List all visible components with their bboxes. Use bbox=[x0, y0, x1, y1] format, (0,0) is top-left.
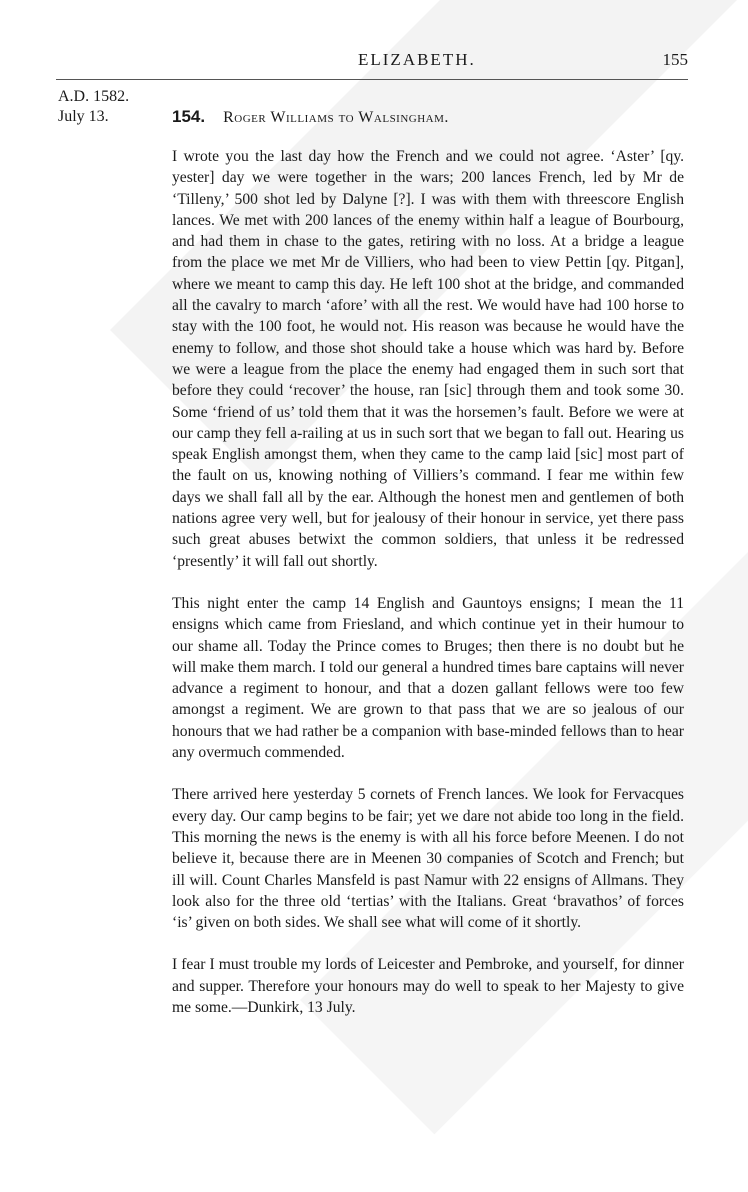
entry-number: 154. bbox=[172, 107, 206, 126]
entry-heading bbox=[172, 107, 449, 127]
margin-date: July 13. bbox=[58, 108, 109, 125]
letter-body bbox=[172, 146, 684, 1039]
paragraph-1: I wrote you the last day how the French and we could not agree. ‘Aster’ [qy. yester] day we were together in the wars; 200 lances French, led by Mr de ‘Tilleny,’ 500 shot led by Dalyne [?]. I was with them with threescore English lances. We met with 200 lances of the enemy within half a league of Bourbourg, and had them in chase to the gates, retiring with no loss. At a bridge a league from the place we met Mr de Villiers, who had been to view Pettin [qy. Pitgan], where we meant to camp this day. He left 100 shot at the bridge, and commanded all the cavalry to march ‘afore’ with all the rest. We would have had 100 horse to stay with the 100 foot, he would not. His reason was because he would have the enemy to follow, and those shot should take a house which was hard by. Before we were a league from the place the enemy had engaged them in such sort that before they could ‘recover’ the house, ran [sic] through them and took some 30. Some ‘friend of us’ told them that it was the horsemen’s fault. Before we were at our camp they fell a-railing at us in such sort that we began to fall out. Hearing us speak English amongst them, when they came to the camp laid [sic] most part of the fault on us, knowing nothing of Villiers’s command. I fear me within few days we shall fall all by the ear. Although the honest men and gentlemen of both nations agree very well, but for jealousy of their honour in service, yet there pass such great abuses betwixt the common soldiers, that unless it be redressed ‘presently’ it will fall out shortly. bbox=[172, 148, 684, 570]
paragraph-3: There arrived here yesterday 5 cornets of French lances. We look for Fervacques every day. Our camp begins to be fair; yet we dare not abide too long in the field. This morning the news is the enemy is with all his force before Meenen. I do not believe it, because there are in Meenen 30 companies of Scotch and French; but ill will. Count Charles Mansfeld is past Namur with 22 ensigns of Allmans. They look also for the three old ‘tertias’ with the Italians. Great ‘bravathos’ of forces ‘is’ given on both sides. We shall see what will come of it shortly. bbox=[172, 786, 684, 932]
entry-title: Roger Williams to Walsingham. bbox=[223, 109, 449, 126]
running-head: ELIZABETH. bbox=[358, 50, 476, 69]
header-rule bbox=[56, 79, 688, 80]
page-number: 155 bbox=[662, 50, 688, 69]
paragraph-2: This night enter the camp 14 English and Gauntoys ensigns; I mean the 11 ensigns which came from Friesland, and which continue yet in their humour to our shame all. Today the Prince comes to Bruges; then there is no doubt but he will make them march. I told our general a hundred times bare captains will never advance a regiment to honour, and that a dozen gallant fellows were too few amongst a regiment. We are grown to that pass that we are so jealous of our honours that we had rather be a companion with base-minded fellows than to hear any overmuch commended. bbox=[172, 594, 684, 762]
paragraph-4: I fear I must trouble my lords of Leicester and Pembroke, and yourself, for dinner and supper. Therefore your honours may do well to speak to her Majesty to give me some.—Dunkirk, 13 July. bbox=[172, 956, 684, 1016]
margin-year: A.D. 1582. bbox=[58, 88, 130, 105]
